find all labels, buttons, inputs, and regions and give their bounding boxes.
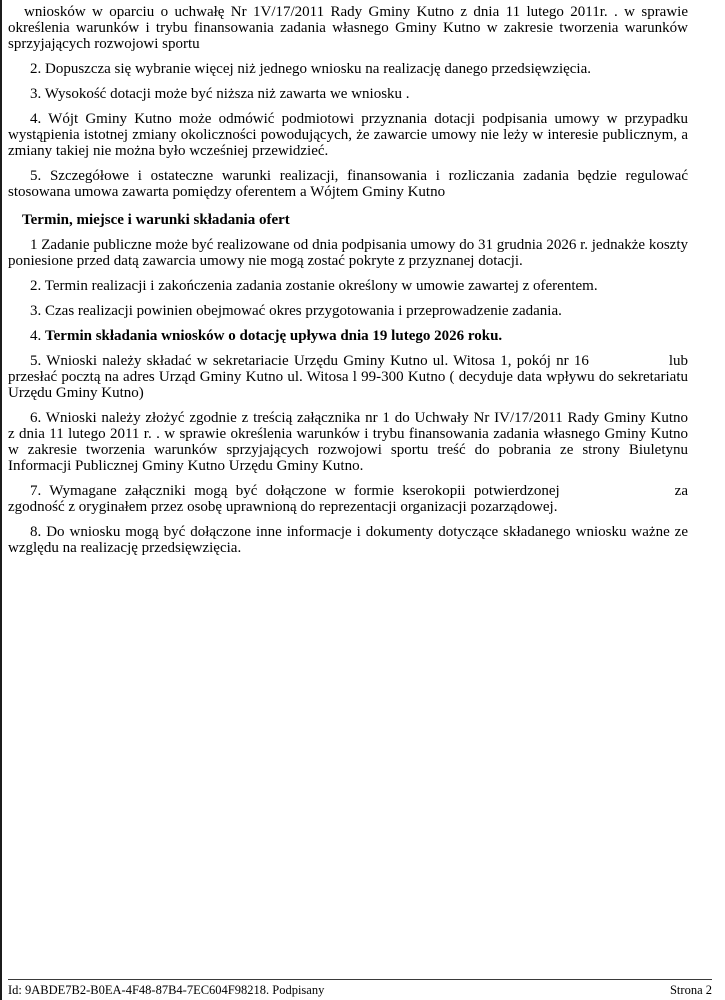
deadline-bold-text: Termin składania wniosków o dotację upływa dnia 19 lutego 2026 roku. — [45, 328, 503, 344]
paragraph-2-4 — [8, 328, 688, 344]
paragraph-2-8: 8. Do wniosku mogą być dołączone inne informacje i dokumenty dotyczące składanego wniosku ważne ze względu na realizację przedsięwzięcia. — [8, 524, 688, 556]
paragraph-1-5: 5. Szczegółowe i ostateczne warunki realizacji, finansowania i rozliczania zadania będzie regulować stosowana umowa zawarta pomiędzy oferentem a Wójtem Gminy Kutno — [8, 168, 688, 200]
page-footer — [8, 979, 712, 997]
paragraph-text-part: lub przesłać pocztą na adres Urząd Gminy Kutno ul. Witosa l 99-300 Kutno ( decyduje data wpływu do sekretariatu Urzędu Gminy Kutno) — [8, 353, 688, 401]
document-body — [8, 0, 688, 565]
paragraph-2-1: 1 Zadanie publiczne może być realizowane od dnia podpisania umowy do 31 grudnia 2026 r. jednakże koszty poniesione przed datą zawarcia umowy nie mogą zostać pokryte z przyznanej dotacji. — [8, 237, 688, 269]
paragraph-text-part: 7. Wymagane załączniki mogą być dołączone w formie kserokopii potwierdzonej — [30, 483, 560, 499]
paragraph-2-7 — [8, 483, 688, 515]
paragraph-2-3: 3. Czas realizacji powinien obejmować okres przygotowania i przeprowadzenie zadania. — [30, 303, 562, 319]
paragraph-text-part: 5. Wnioski należy składać w sekretariacie Urzędu Gminy Kutno ul. Witosa 1, pokój nr 16 — [30, 353, 589, 369]
page-number: Strona 2 — [669, 983, 712, 997]
section-heading: Termin, miejsce i warunki składania ofert — [22, 212, 290, 228]
paragraph-1-2: 2. Dopuszcza się wybranie więcej niż jednego wniosku na realizację danego przedsięwzięcia. — [30, 61, 591, 77]
scan-edge-line — [0, 0, 2, 1000]
paragraph-2-6: 6. Wnioski należy złożyć zgodnie z treścią załącznika nr 1 do Uchwały Nr IV/17/2011 Rady Gminy Kutno z dnia 11 lutego 2011 r. . w sprawie określenia warunków i trybu finansowania zadania własnego Gminy Kutno w zakresie tworzenia warunków sprzyjających rozwojowi sportu treść do pobrania ze strony Biuletynu Informacji Publicznej Gminy Kutno Urzędu Gminy Kutno. — [8, 410, 688, 474]
footer-rule — [8, 979, 712, 980]
paragraph-2-5 — [8, 353, 688, 401]
paragraph-1-3: 3. Wysokość dotacji może być niższa niż zawarta we wniosku . — [30, 86, 410, 102]
paragraph-2-2: 2. Termin realizacji i zakończenia zadania zostanie określony w umowie zawartej z oferentem. — [30, 278, 598, 294]
paragraph-intro-continuation: wniosków w oparciu o uchwałę Nr 1V/17/2011 Rady Gminy Kutno z dnia 11 lutego 2011r. . w sprawie określenia warunków i trybu finansowania zadania własnego Gminy Kutno w zakresie tworzenia warunków sprzyjających rozwojowi sportu — [8, 4, 688, 52]
paragraph-number: 4. — [30, 328, 45, 344]
document-id: Id: 9ABDE7B2-B0EA-4F48-87B4-7EC604F98218. Podpisany — [8, 983, 325, 997]
paragraph-1-4: 4. Wójt Gminy Kutno może odmówić podmiotowi przyznania dotacji podpisania umowy w przypadku wystąpienia istotnej zmiany okoliczności powodujących, że zawarcie umowy nie leży w interesie publicznym, a zmiany takiej nie można było wcześniej przewidzieć. — [8, 111, 688, 159]
paragraph-text-part: za zgodność z oryginałem przez osobę uprawnioną do reprezentacji organizacji pozarządowej. — [8, 483, 688, 515]
